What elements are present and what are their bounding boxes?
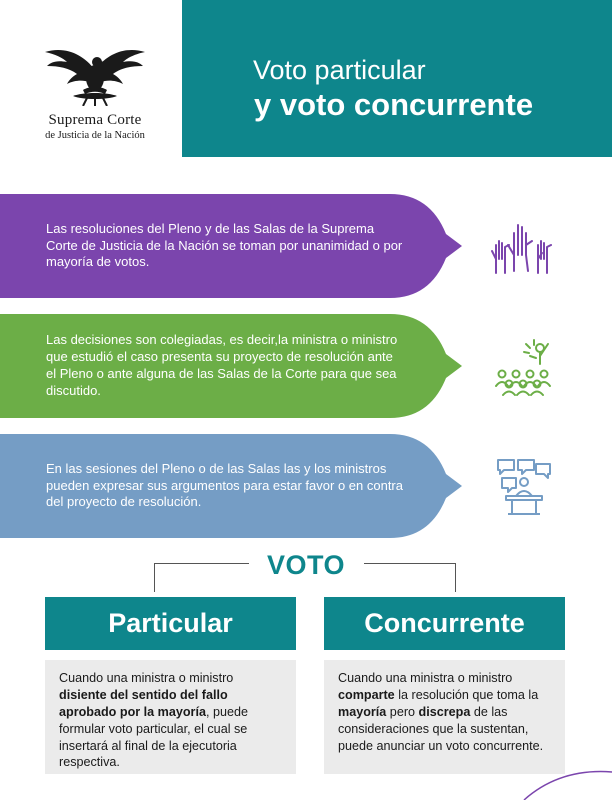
debate-podium-icon <box>496 458 552 516</box>
info-banner-2 <box>0 314 462 418</box>
banner-2-text: Las decisiones son colegiadas, es decir,la ministra o ministro que estudió el caso presenta su proyecto de resolución ante el Pleno o ante alguna de las Salas de la Corte para que sea discutido. <box>46 332 398 398</box>
concurrente-description: Cuando una ministra o ministro comparte la resolución que toma la mayoría pero discrepa de las consideraciones que la sustentan, puede anunciar un voto concurrente. <box>324 660 565 774</box>
raised-hands-icon <box>490 215 554 279</box>
logo-line1: Suprema Corte <box>48 112 142 128</box>
title-banner <box>182 0 612 157</box>
logo-line2: de Justicia de la Nación <box>45 130 145 141</box>
voto-title: VOTO <box>266 550 346 580</box>
title-line1: Voto particular <box>253 55 426 85</box>
decorative-arc <box>520 762 612 800</box>
bracket-left <box>154 563 249 592</box>
info-banner-1 <box>0 194 462 298</box>
court-logo <box>30 40 160 141</box>
particular-description: Cuando una ministra o ministro disiente del sentido del fallo aprobado por la mayoría, puede formular voto particular, el cual se insertará al final de la ejecutoria respectiva. <box>45 660 296 774</box>
info-banner-3 <box>0 434 462 538</box>
bracket-right <box>364 563 456 592</box>
particular-heading: Particular <box>45 597 296 650</box>
banner-3-text: En las sesiones del Pleno o de las Salas las y los ministros pueden expresar sus argumentos para estar favor o en contra del proyecto de resolución. <box>46 460 403 510</box>
title-line2: y voto concurrente <box>254 87 534 122</box>
concurrente-heading: Concurrente <box>324 597 565 650</box>
speaker-audience-icon <box>494 338 556 396</box>
banner-1-text: Las resoluciones del Pleno y de las Salas de la Suprema Corte de Justicia de la Nación se toman por unanimidad o por mayoría de votos. <box>46 220 403 270</box>
eagle-seal-icon <box>43 40 147 106</box>
